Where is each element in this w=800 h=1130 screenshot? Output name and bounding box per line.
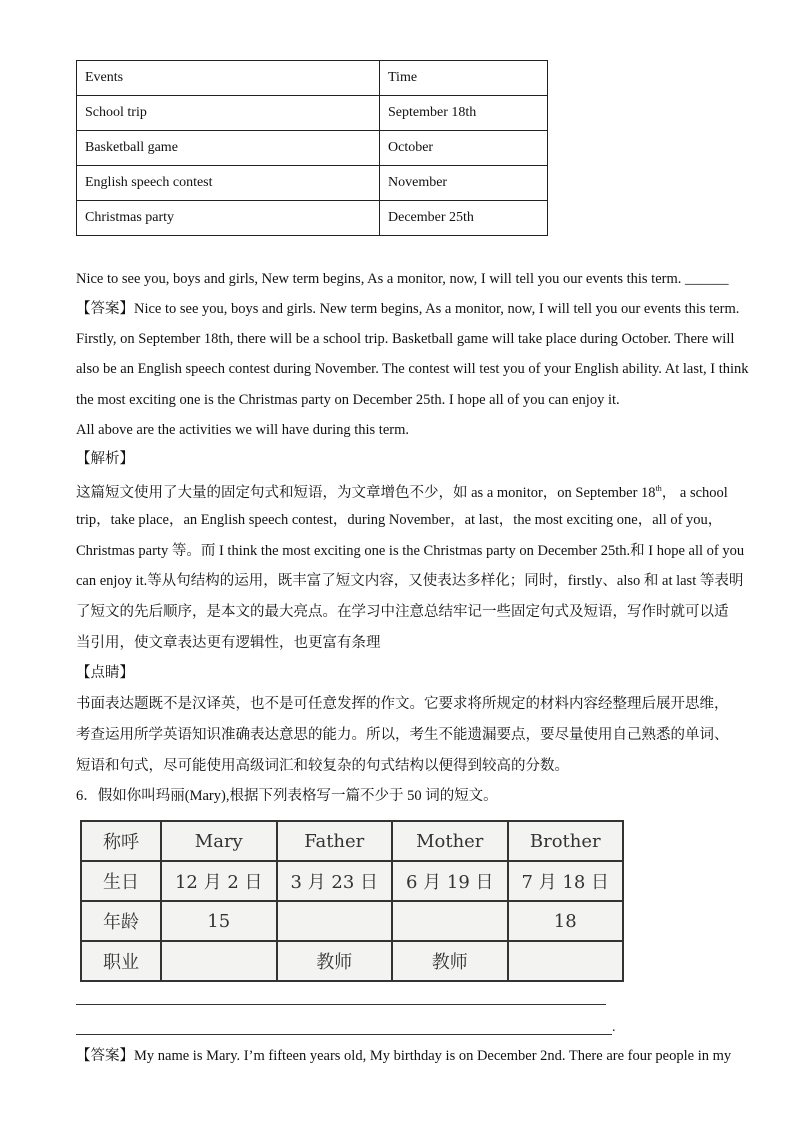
answer-blank-line	[76, 1004, 606, 1005]
table-cell: 6 月 19 日	[392, 861, 508, 901]
table-cell	[277, 901, 393, 941]
table-header-cell: 称呼	[81, 821, 161, 861]
analysis-line: Christmas party 等。而 I think the most exciting one is the Christmas party on December 25th.和 I hope all of you	[76, 543, 745, 559]
table-cell: Mother	[392, 821, 508, 861]
table-row	[81, 861, 623, 901]
table-cell: September 18th	[380, 96, 548, 131]
table-cell: 18	[508, 901, 624, 941]
table-header-cell: 生日	[81, 861, 161, 901]
table-row	[81, 901, 623, 941]
table-cell: 7 月 18 日	[508, 861, 624, 901]
q5-answer-first-line	[76, 300, 740, 318]
table-header-cell: Events	[77, 61, 380, 96]
tip-tag: 【点睛】	[76, 665, 134, 681]
table-row	[77, 201, 548, 236]
table-cell	[508, 941, 624, 981]
superscript: th	[655, 484, 662, 493]
tip-line: 短语和句式，尽可能使用高级词汇和较复杂的句式结构以便得到较高的分数。	[76, 758, 569, 774]
table-cell: 教师	[277, 941, 393, 981]
table-cell: December 25th	[380, 201, 548, 236]
analysis-tag: 【解析】	[76, 451, 134, 467]
answer-tag: 【答案】	[76, 1048, 134, 1064]
analysis-line: 当引用，使文章表达更有逻辑性，也更富有条理	[76, 635, 381, 651]
table-cell: November	[380, 166, 548, 201]
blank-period: .	[612, 1020, 616, 1035]
q6-prompt: 6．假如你叫玛丽(Mary),根据下列表格写一篇不少于 50 词的短文。	[76, 788, 498, 804]
table-row	[81, 821, 623, 861]
table-row	[77, 131, 548, 166]
answer-line: All above are the activities we will have during this term.	[76, 422, 409, 438]
table-cell: School trip	[77, 96, 380, 131]
tip-line: 考查运用所学英语知识准确表达意思的能力。所以，考生不能遗漏要点，要尽量使用自己熟悉的单词、	[76, 727, 729, 743]
table-row	[81, 941, 623, 981]
table-header-cell: 职业	[81, 941, 161, 981]
answer-line: also be an English speech contest during November. The contest will test you of your English ability. At last, I think	[76, 361, 749, 377]
table-cell: 3 月 23 日	[277, 861, 393, 901]
table-cell: Father	[277, 821, 393, 861]
table-cell	[392, 901, 508, 941]
events-table	[76, 60, 548, 236]
table-cell: Brother	[508, 821, 624, 861]
q5-prompt: Nice to see you, boys and girls, New term begins, As a monitor, now, I will tell you our events this term. ______	[76, 271, 729, 287]
table-cell: October	[380, 131, 548, 166]
table-cell: English speech contest	[77, 166, 380, 201]
table-header-cell: 年龄	[81, 901, 161, 941]
table-cell: Basketball game	[77, 131, 380, 166]
table-header-cell: Time	[380, 61, 548, 96]
table-row	[77, 166, 548, 201]
answer-text: Nice to see you, boys and girls. New term begins, As a monitor, now, I will tell you our events this term.	[134, 301, 740, 317]
answer-tag: 【答案】	[76, 301, 134, 317]
table-cell: Christmas party	[77, 201, 380, 236]
answer-text: My name is Mary. I’m fifteen years old, My birthday is on December 2nd. There are four people in my	[134, 1048, 732, 1064]
analysis-line: trip，take place，an English speech contest，during November，at last，the most exciting one，all of you，	[76, 512, 723, 528]
table-cell: Mary	[161, 821, 277, 861]
table-cell: 12 月 2 日	[161, 861, 277, 901]
table-row	[77, 61, 548, 96]
table-cell: 15	[161, 901, 277, 941]
tip-line: 书面表达题既不是汉译英，也不是可任意发挥的作文。它要求将所规定的材料内容经整理后展开思维，	[76, 696, 729, 712]
analysis-line: can enjoy it.等从句结构的运用，既丰富了短文内容，又使表达多样化；同时，firstly、also 和 at last 等表明	[76, 573, 744, 589]
answer-line: the most exciting one is the Christmas party on December 25th. I hope all of you can enjoy it.	[76, 392, 620, 408]
analysis-line: 了短文的先后顺序，是本文的最大亮点。在学习中注意总结牢记一些固定句式及短语，写作时就可以适	[76, 604, 729, 620]
analysis-text: ， a school	[661, 484, 728, 501]
answer-blank-line	[76, 1034, 612, 1035]
analysis-first-line	[76, 480, 726, 502]
table-row	[77, 96, 548, 131]
info-table-image	[80, 820, 624, 982]
answer-line: Firstly, on September 18th, there will be a school trip. Basketball game will take place during October. There will	[76, 331, 735, 347]
table-cell: 教师	[392, 941, 508, 981]
table-cell	[161, 941, 277, 981]
analysis-text: 这篇短文使用了大量的固定句式和短语，为文章增色不少，如 as a monitor，on September 18	[76, 484, 656, 501]
q6-answer-line	[76, 1047, 732, 1065]
